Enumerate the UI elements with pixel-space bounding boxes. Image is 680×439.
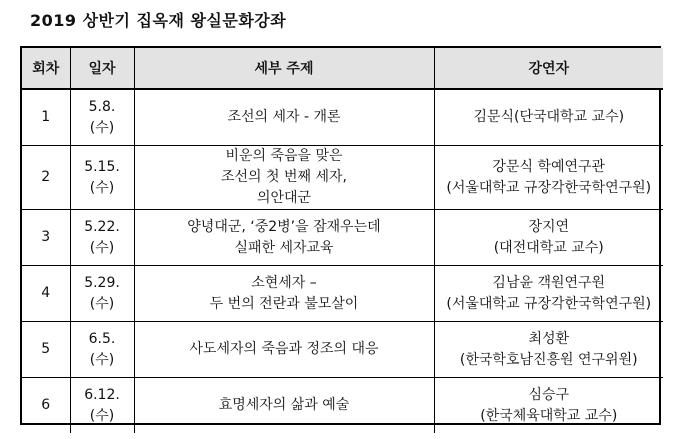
speaker-line: 최성환 bbox=[528, 330, 570, 347]
speaker-cell bbox=[434, 210, 663, 266]
table-row bbox=[22, 322, 663, 378]
topic-line: 효명세자의 삶과 예술 bbox=[218, 397, 350, 413]
date-cell bbox=[70, 378, 134, 434]
topic-line: 사도세자의 죽음과 정조의 대응 bbox=[189, 341, 379, 357]
weekday-text: (수) bbox=[89, 119, 115, 136]
session-number: 1 bbox=[22, 89, 70, 146]
speaker-affiliation: (서울대학교 규장각한국학연구원) bbox=[446, 179, 652, 196]
topic-line: 조선의 첫 번째 세자, bbox=[221, 169, 347, 185]
topic-line: 소현세자 – bbox=[251, 274, 317, 291]
topic-cell bbox=[134, 210, 434, 266]
topic-cell bbox=[134, 266, 434, 322]
date-cell bbox=[70, 322, 134, 378]
date-text: 6.12. bbox=[84, 386, 120, 403]
date-text: 5.29. bbox=[84, 274, 120, 291]
table-row bbox=[22, 89, 663, 146]
topic-line: 의안대군 bbox=[256, 190, 312, 206]
header-topic: 세부 주제 bbox=[134, 48, 434, 89]
speaker-affiliation: (대전대학교 교수) bbox=[493, 239, 604, 256]
date-text: 5.22. bbox=[84, 218, 120, 235]
speaker-affiliation: (한국체육대학교 교수) bbox=[480, 407, 618, 424]
table-row bbox=[22, 146, 663, 210]
table-row bbox=[22, 210, 663, 266]
table-row bbox=[22, 378, 663, 434]
topic-cell bbox=[134, 322, 434, 378]
date-cell bbox=[70, 210, 134, 266]
page-title: 2019 상반기 집옥재 왕실문화강좌 bbox=[30, 11, 287, 30]
header-date: 일자 bbox=[70, 48, 134, 89]
topic-cell bbox=[134, 146, 434, 210]
topic-line: 양녕대군, ‘중2병’을 잠재우는데 bbox=[187, 218, 381, 235]
speaker-line: 김문식(단국대학교 교수) bbox=[473, 109, 625, 125]
speaker-cell bbox=[434, 322, 663, 378]
speaker-cell bbox=[434, 266, 663, 322]
speaker-line: 심승구 bbox=[528, 386, 570, 403]
session-number: 6 bbox=[22, 378, 70, 434]
session-number: 5 bbox=[22, 322, 70, 378]
session-number: 2 bbox=[22, 146, 70, 210]
session-number: 3 bbox=[22, 210, 70, 266]
table-header-row bbox=[22, 48, 663, 89]
lecture-schedule-table bbox=[22, 48, 663, 433]
speaker-cell bbox=[434, 146, 663, 210]
weekday-text: (수) bbox=[89, 179, 115, 196]
topic-line: 실패한 세자교육 bbox=[234, 239, 334, 256]
speaker-line: 김남윤 객원연구원 bbox=[492, 274, 606, 291]
weekday-text: (수) bbox=[89, 295, 115, 312]
lecture-schedule-table-frame bbox=[20, 46, 661, 425]
date-cell bbox=[70, 266, 134, 322]
weekday-text: (수) bbox=[89, 351, 115, 368]
date-text: 5.8. bbox=[88, 98, 116, 115]
topic-cell bbox=[134, 89, 434, 146]
date-text: 5.15. bbox=[84, 158, 120, 175]
date-cell bbox=[70, 146, 134, 210]
speaker-line: 장지연 bbox=[528, 218, 570, 235]
speaker-cell bbox=[434, 378, 663, 434]
weekday-text: (수) bbox=[89, 407, 115, 424]
topic-line: 조선의 세자 - 개론 bbox=[227, 109, 341, 125]
speaker-affiliation: (서울대학교 규장각한국학연구원) bbox=[446, 295, 652, 312]
speaker-line: 강문식 학예연구관 bbox=[492, 158, 606, 175]
date-cell bbox=[70, 89, 134, 146]
date-text: 6.5. bbox=[88, 330, 116, 347]
table-row bbox=[22, 266, 663, 322]
header-speaker: 강연자 bbox=[434, 48, 663, 89]
topic-line: 두 번의 전란과 불모살이 bbox=[209, 295, 359, 312]
speaker-cell bbox=[434, 89, 663, 146]
header-session: 회차 bbox=[22, 48, 70, 89]
speaker-affiliation: (한국학호남진흥원 연구위원) bbox=[459, 351, 638, 368]
weekday-text: (수) bbox=[89, 239, 115, 256]
topic-cell bbox=[134, 378, 434, 434]
topic-line: 비운의 죽음을 맞은 bbox=[225, 148, 343, 164]
session-number: 4 bbox=[22, 266, 70, 322]
